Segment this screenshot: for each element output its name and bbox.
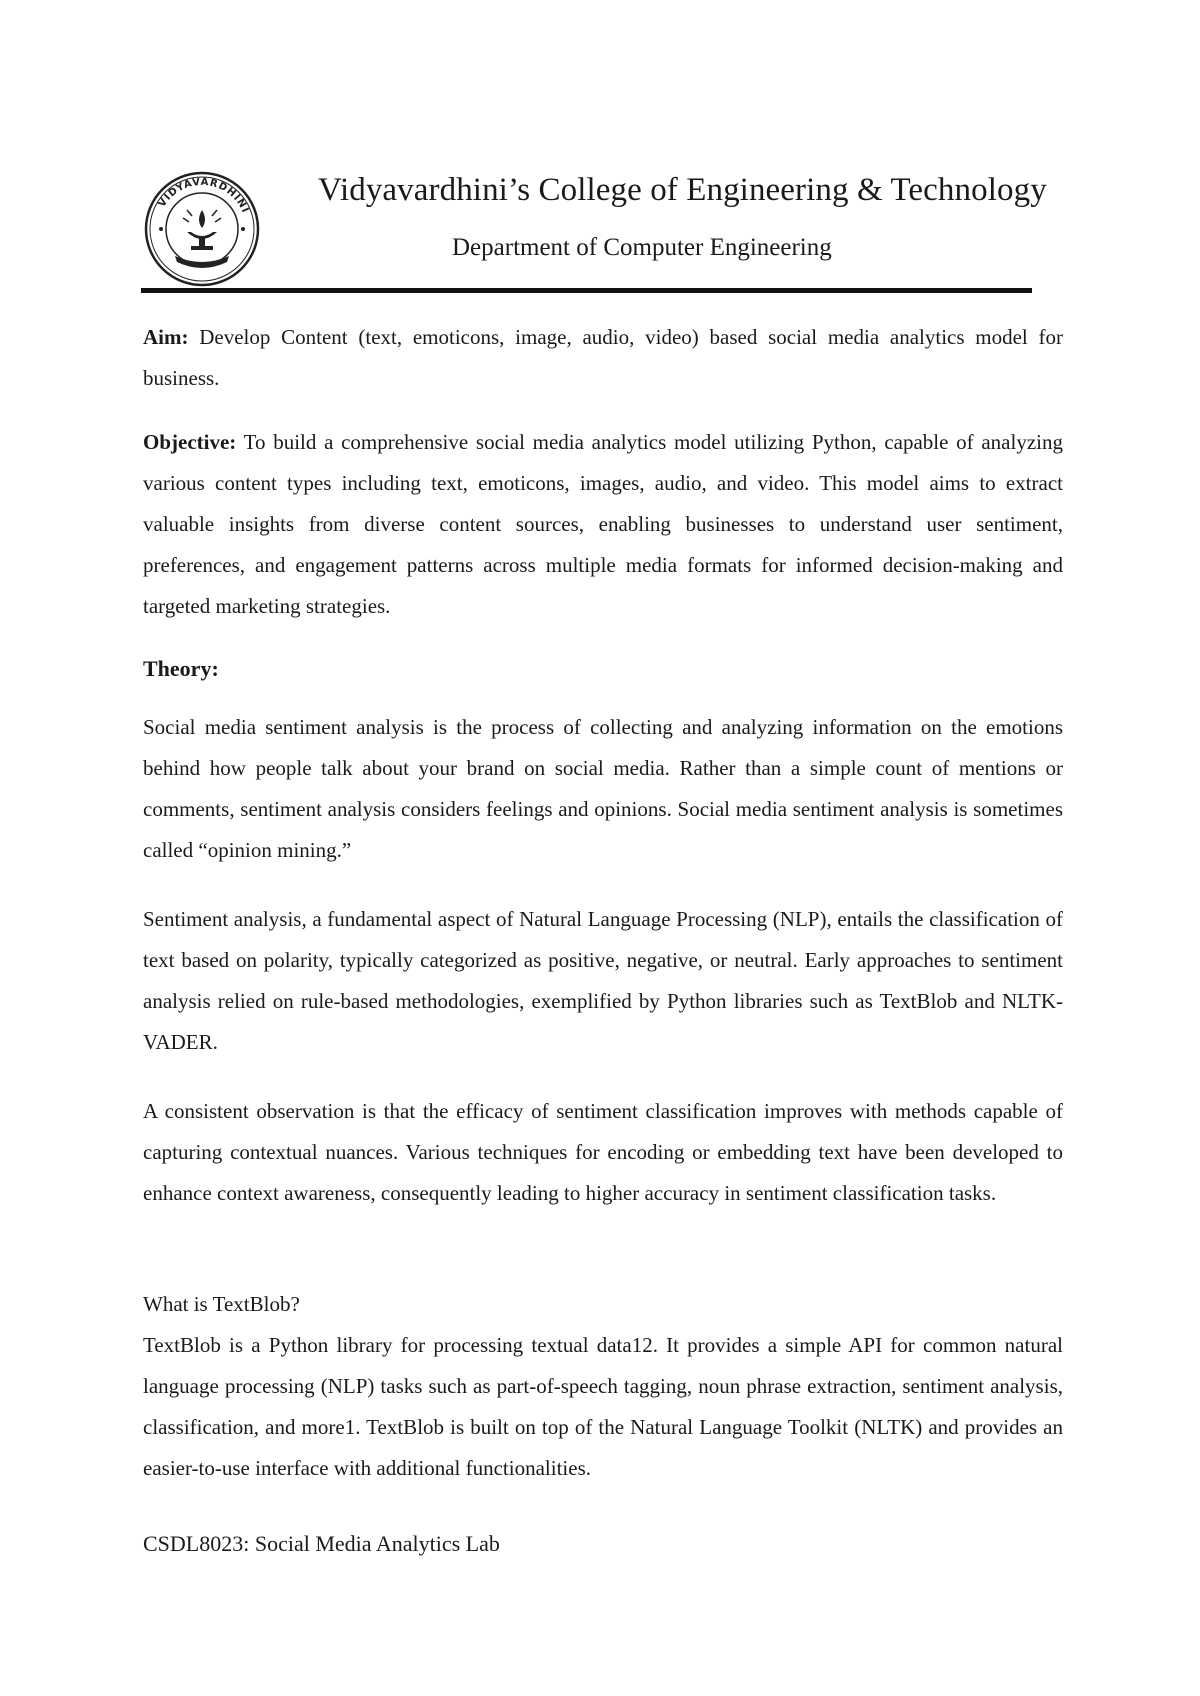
college-name: Vidyavardhini’s College of Engineering & Technology bbox=[318, 172, 1047, 208]
college-seal-icon bbox=[143, 170, 261, 288]
course-footer: CSDL8023: Social Media Analytics Lab bbox=[143, 1531, 500, 1556]
aim-text: Develop Content (text, emoticons, image, audio, video) based social media analytics model for business. bbox=[143, 325, 1063, 390]
objective-text: To build a comprehensive social media analytics model utilizing Python, capable of analyzing various content types including text, emoticons, images, audio, and video. This model aims to extract valuable insights from diverse content sources, enabling businesses to understand user sentiment, preferences, and engagement patterns across multiple media formats for informed decision-making and targeted marketing strategies. bbox=[143, 430, 1063, 618]
header-divider bbox=[141, 288, 1032, 293]
theory-paragraph: A consistent observation is that the efficacy of sentiment classification improves with methods capable of capturing contextual nuances. Various techniques for encoding or embedding text have been developed to enhance context awareness, consequently leading to higher accuracy in sentiment classification tasks. bbox=[143, 1099, 1063, 1205]
department-name: Department of Computer Engineering bbox=[452, 234, 832, 261]
theory-heading: Theory: bbox=[143, 656, 219, 681]
textblob-question: What is TextBlob? bbox=[143, 1292, 300, 1316]
theory-paragraph: Sentiment analysis, a fundamental aspect of Natural Language Processing (NLP), entails the classification of text based on polarity, typically categorized as positive, negative, or neutral. Early approaches to sentiment analysis relied on rule-based methodologies, exemplified by Python libraries such as TextBlob and NLTK-VADER. bbox=[143, 907, 1063, 1054]
aim-paragraph bbox=[143, 317, 1063, 399]
seal-ring-text: VIDYAVARDHINI bbox=[156, 176, 251, 216]
objective-paragraph bbox=[143, 422, 1063, 627]
theory-paragraph: Social media sentiment analysis is the process of collecting and analyzing information on the emotions behind how people talk about your brand on social media. Rather than a simple count of mentions or comments, sentiment analysis considers feelings and opinions. Social media sentiment analysis is sometimes called “opinion mining.” bbox=[143, 715, 1063, 862]
objective-label: Objective: bbox=[143, 430, 237, 454]
aim-label: Aim: bbox=[143, 325, 189, 349]
textblob-answer: TextBlob is a Python library for processing textual data12. It provides a simple API for common natural language processing (NLP) tasks such as part-of-speech tagging, noun phrase extraction, sentiment analysis, classification, and more1. TextBlob is built on top of the Natural Language Toolkit (NLTK) and provides an easier-to-use interface with additional functionalities. bbox=[143, 1333, 1063, 1480]
